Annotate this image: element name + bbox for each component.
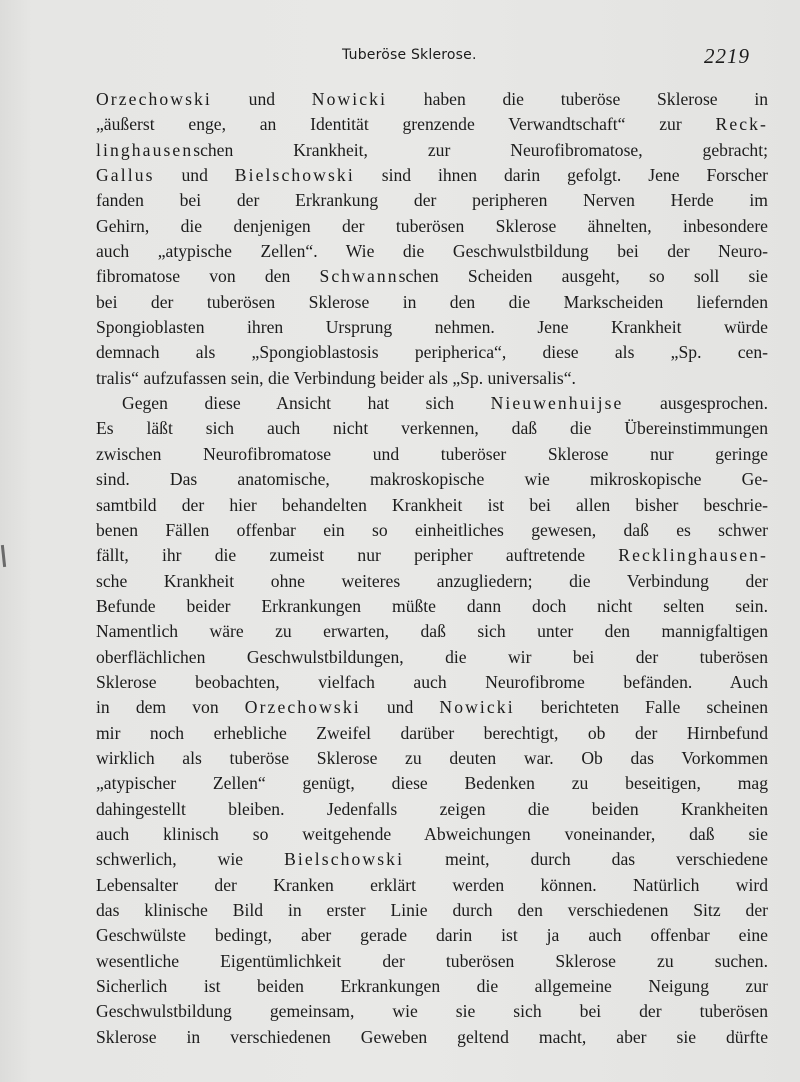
spaced-name: Nowicki — [311, 89, 388, 109]
spaced-name: Orzechowski — [244, 697, 361, 718]
text-run: und — [211, 89, 312, 109]
text-run: Befunde beider Erkrankungen müßte dann doch nicht selten sein. — [96, 595, 768, 616]
spaced-name: Nieuwenhuijse — [490, 393, 624, 414]
text-line — [96, 721, 768, 746]
text-run: fällt, ihr die zumeist nur peripher auftretende — [96, 545, 619, 566]
text-run: Sklerose in verschiedenen Geweben geltend macht, aber sie dürfte — [96, 1026, 768, 1047]
text-run: schen Krankheit, zur Neurofibromatose, gebracht; — [193, 139, 768, 160]
text-line — [96, 1025, 768, 1050]
text-run: fanden bei der Erkrankung der peripheren Nerven Herde im — [96, 190, 768, 211]
text-line — [96, 822, 768, 847]
text-run: das klinische Bild in erster Linie durch den verschiedenen Sitz der — [96, 900, 768, 920]
text-line — [96, 163, 768, 188]
spaced-name: Schwann — [319, 266, 399, 287]
text-line — [96, 543, 768, 568]
text-run: haben die tuberöse Sklerose in — [387, 89, 768, 109]
spaced-name: Bielschowski — [284, 849, 405, 870]
text-run: Lebensalter der Kranken erklärt werden können. Natürlich wird — [96, 874, 768, 895]
text-run: zwischen Neurofibromatose und tuberöser Sklerose nur geringe — [96, 443, 768, 464]
text-line — [96, 923, 768, 948]
text-line — [96, 949, 768, 974]
text-run: ausgesprochen. — [623, 393, 768, 414]
text-line — [96, 695, 768, 720]
text-run: auch klinisch so weitgehende Abweichungen voneinander, daß sie — [96, 823, 768, 844]
text-line — [96, 493, 768, 518]
text-run: mir noch erhebliche Zweifel darüber berechtigt, ob der Hirnbefund — [96, 722, 768, 743]
text-line — [96, 594, 768, 619]
text-line — [96, 366, 768, 391]
text-line — [96, 569, 768, 594]
spaced-name: linghausen — [96, 139, 194, 160]
text-run: Geschwülste bedingt, aber gerade darin ist ja auch offenbar eine — [96, 925, 768, 946]
text-run: Es läßt sich auch nicht verkennen, daß die Übereinstimmungen — [96, 418, 768, 439]
text-line — [96, 619, 768, 644]
text-run: samtbild der hier behandelten Krankheit ist bei allen bisher beschrie- — [96, 494, 768, 515]
spaced-name: Orzechowski — [96, 89, 212, 109]
text-line — [96, 771, 768, 796]
text-line — [96, 645, 768, 670]
text-run: tralis“ aufzufassen sein, die Verbindung beider als „Sp. universalis“. — [96, 367, 576, 388]
text-line — [96, 442, 768, 467]
text-run: „äußerst enge, an Identität grenzende Verwandtschaft“ zur — [96, 114, 716, 135]
text-line — [96, 391, 768, 416]
running-title: Tuberöse Sklerose. — [342, 47, 477, 63]
text-line — [96, 112, 768, 137]
text-run: Sicherlich ist beiden Erkrankungen die allgemeine Neigung zur — [96, 976, 768, 997]
text-line — [96, 518, 768, 543]
text-run: meint, durch das verschiedene — [404, 849, 768, 870]
text-line — [96, 873, 768, 898]
text-run: schen Scheiden ausgeht, so soll sie — [398, 266, 768, 287]
text-line — [96, 467, 768, 492]
binding-mark — [1, 545, 6, 567]
spaced-name: Gallus — [96, 165, 155, 186]
text-line — [96, 847, 768, 872]
text-line — [96, 188, 768, 213]
text-line — [96, 898, 768, 923]
text-run: benen Fällen offenbar ein so einheitliches gewesen, daß es schwer — [96, 519, 768, 540]
text-line — [96, 239, 768, 264]
text-run: sind. Das anatomische, makroskopische wie mikroskopische Ge- — [96, 469, 768, 490]
text-run: oberflächlichen Geschwulstbildungen, die wir bei der tuberösen — [96, 646, 768, 667]
text-line — [96, 315, 768, 340]
text-line — [96, 746, 768, 771]
text-line — [96, 290, 768, 315]
spaced-name: Recklinghausen- — [618, 545, 768, 566]
text-run: und — [360, 697, 440, 718]
text-line — [96, 138, 768, 163]
text-line — [96, 999, 768, 1024]
text-line — [96, 340, 768, 365]
spaced-name: Reck- — [715, 114, 768, 135]
text-run: berichteten Falle scheinen — [514, 697, 768, 718]
spaced-name: Nowicki — [439, 697, 515, 718]
text-line — [96, 670, 768, 695]
text-line — [96, 797, 768, 822]
text-run: Namentlich wäre zu erwarten, daß sich unter den mannigfaltigen — [96, 621, 768, 642]
text-run: sche Krankheit ohne weiteres anzugliedern; die Verbindung der — [96, 570, 768, 591]
spaced-name: Bielschowski — [234, 165, 355, 186]
text-run: fibromatose von den — [96, 266, 320, 287]
body-text — [96, 87, 768, 1050]
text-line — [96, 87, 768, 112]
text-run: wirklich als tuberöse Sklerose zu deuten war. Ob das Vorkommen — [96, 747, 768, 768]
text-run: „atypischer Zellen“ genügt, diese Bedenken zu beseitigen, mag — [96, 773, 768, 794]
text-run: sind ihnen darin gefolgt. Jene Forscher — [354, 165, 768, 186]
running-head — [0, 44, 800, 71]
text-run: Geschwulstbildung gemeinsam, wie sie sich bei der tuberösen — [96, 1001, 768, 1022]
text-run: Spongioblasten ihren Ursprung nehmen. Jene Krankheit würde — [96, 317, 768, 338]
text-line — [96, 416, 768, 441]
text-run: Gehirn, die denjenigen der tuberösen Sklerose ähnelten, inbesondere — [96, 215, 768, 236]
text-line — [96, 974, 768, 999]
text-run: Sklerose beobachten, vielfach auch Neurofibrome befänden. Auch — [96, 671, 768, 692]
text-run: wesentliche Eigentümlichkeit der tuberösen Sklerose zu suchen. — [96, 950, 768, 971]
text-line — [96, 214, 768, 239]
text-run: bei der tuberösen Sklerose in den die Markscheiden liefernden — [96, 291, 768, 312]
text-run: dahingestellt bleiben. Jedenfalls zeigen die beiden Krankheiten — [96, 798, 768, 819]
page-number: 2219 — [704, 44, 750, 68]
text-run: demnach als „Spongioblastosis peripherica“, diese als „Sp. cen- — [96, 342, 768, 363]
text-line — [96, 264, 768, 289]
text-run: und — [154, 165, 235, 186]
text-run: in dem von — [96, 697, 245, 718]
text-run: auch „atypische Zellen“. Wie die Geschwulstbildung bei der Neuro- — [96, 241, 768, 262]
text-run: Gegen diese Ansicht hat sich — [122, 393, 491, 414]
text-run: schwerlich, wie — [96, 849, 285, 870]
